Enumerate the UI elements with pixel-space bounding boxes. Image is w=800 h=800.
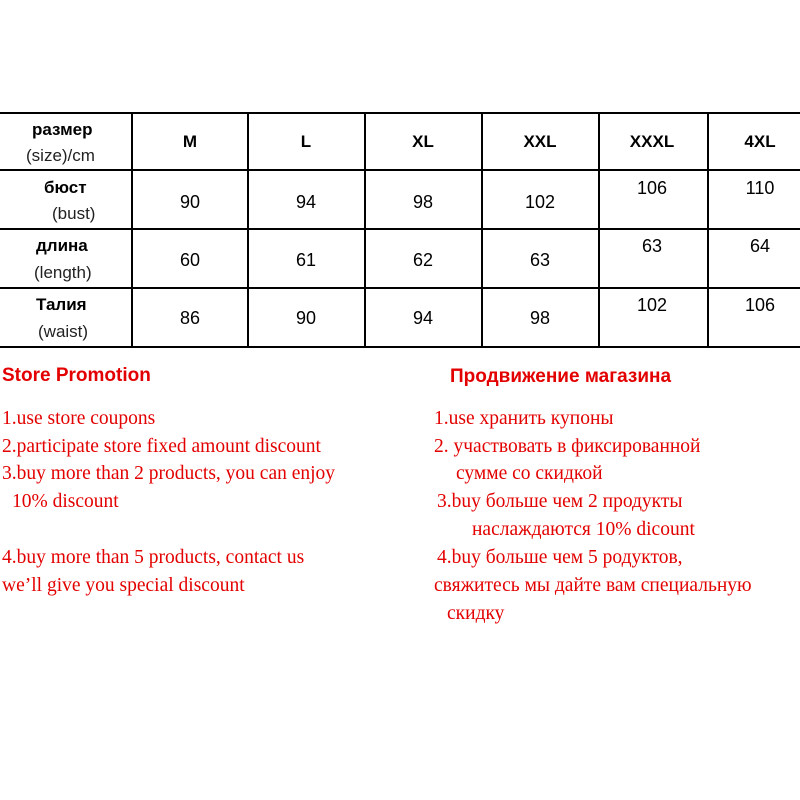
table-cell: 86 xyxy=(179,308,201,328)
size-header: XXXL xyxy=(629,132,675,151)
table-cell: 110 xyxy=(745,178,775,198)
table-cell: 94 xyxy=(295,192,317,212)
table-border-line xyxy=(481,112,483,348)
row-label-en: (length) xyxy=(34,263,92,282)
table-cell: 102 xyxy=(524,192,556,212)
table-cell: 90 xyxy=(295,308,317,328)
promotion-line-ru: скидку xyxy=(447,603,505,624)
table-cell: 90 xyxy=(179,192,201,212)
promotion-line-en: 3.buy more than 2 products, you can enjoy xyxy=(2,463,336,484)
table-cell: 60 xyxy=(179,250,201,270)
size-header: 4XL xyxy=(744,132,776,151)
table-cell: 98 xyxy=(529,308,551,328)
table-border-line xyxy=(131,112,133,348)
table-cell: 106 xyxy=(636,178,668,198)
table-border-line xyxy=(247,112,249,348)
table-cell: 63 xyxy=(641,236,663,256)
row-label-ru: Талия xyxy=(36,295,87,314)
table-border-line xyxy=(0,169,800,171)
table-border-line xyxy=(0,228,800,230)
promotion-line-ru: сумме со скидкой xyxy=(456,463,603,484)
size-label-en: (size)/cm xyxy=(26,146,95,165)
promotion-title-ru: Продвижение магазина xyxy=(450,366,672,387)
size-header: L xyxy=(300,132,312,151)
promotion-line-ru: наслаждаются 10% dicount xyxy=(472,519,695,540)
promotion-line-en: 10% discount xyxy=(12,491,119,512)
table-cell: 98 xyxy=(412,192,434,212)
row-label-ru: длина xyxy=(36,236,88,255)
promotion-line-ru: 1.use хранить купоны xyxy=(434,408,614,429)
row-label-ru: бюст xyxy=(44,178,87,197)
promotion-line-ru: 4.buy больше чем 5 родуктов, xyxy=(437,547,683,568)
promotion-line-en: we’ll give you special discount xyxy=(2,575,245,596)
table-cell: 64 xyxy=(749,236,771,256)
promotion-line-en: 4.buy more than 5 products, contact us xyxy=(2,547,305,568)
promotion-line-ru: 2. участвовать в фиксированной xyxy=(434,436,701,457)
size-header: XXL xyxy=(523,132,557,151)
table-border-line xyxy=(0,287,800,289)
promotion-line-en: 2.participate store fixed amount discount xyxy=(2,436,321,457)
table-cell: 102 xyxy=(636,295,668,315)
table-border-line xyxy=(598,112,600,348)
row-label-en: (waist) xyxy=(38,322,89,341)
table-cell: 94 xyxy=(412,308,434,328)
promotion-line-ru: свяжитесь мы дайте вам специальную xyxy=(434,575,752,596)
table-cell: 62 xyxy=(412,250,434,270)
size-header: M xyxy=(182,132,198,151)
size-chart-table xyxy=(0,112,800,348)
size-header: XL xyxy=(412,132,434,151)
table-cell: 106 xyxy=(744,295,776,315)
row-label-en: (bust) xyxy=(52,204,96,223)
table-border-line xyxy=(707,112,709,348)
table-border-line xyxy=(0,346,800,348)
promotion-line-ru: 3.buy больше чем 2 продукты xyxy=(437,491,683,512)
promotion-line-en: 1.use store coupons xyxy=(2,408,156,429)
promotion-title-en: Store Promotion xyxy=(2,365,151,386)
size-label-ru: размер xyxy=(32,120,93,139)
table-cell: 61 xyxy=(295,250,317,270)
table-cell: 63 xyxy=(529,250,551,270)
table-border-line xyxy=(0,112,800,114)
table-border-line xyxy=(364,112,366,348)
